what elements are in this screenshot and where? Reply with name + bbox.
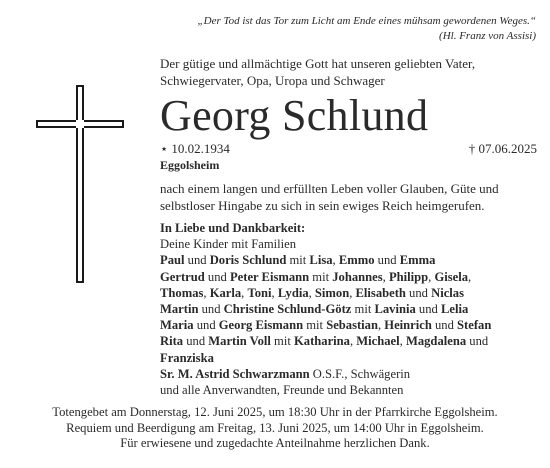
family-member-name: Paul xyxy=(160,253,185,268)
family-member-name: Katharina xyxy=(294,334,350,349)
family-connector: und xyxy=(183,334,209,349)
family-connector: , xyxy=(241,285,248,300)
family-member-name: Michael xyxy=(356,334,400,349)
family-connector: , xyxy=(349,285,356,300)
family-member-name: Karla xyxy=(209,285,242,300)
family-member-name: Emma xyxy=(399,253,436,268)
family-member-name: Lavinia xyxy=(374,302,416,317)
life-line-2: selbstloser Hingabe zu sich in sein ewiges Reich heimgerufen. xyxy=(160,198,485,213)
family-connector: mit xyxy=(351,302,375,317)
family-member-name: Lisa xyxy=(309,253,333,268)
cross-icon xyxy=(0,0,160,300)
deceased-name: Georg Schlund xyxy=(160,91,429,140)
family-member-name: Toni xyxy=(247,285,272,300)
family-connector: , xyxy=(382,269,389,284)
family-member-name: Gisela xyxy=(434,269,469,284)
family-connector: , xyxy=(399,334,406,349)
family-member-name: Philipp xyxy=(388,269,429,284)
family-member-name: Franziska xyxy=(160,350,214,365)
family-member-name: Gertrud xyxy=(160,269,205,284)
family-member-name: Heinrich xyxy=(384,318,432,333)
family-connector: und xyxy=(466,334,489,349)
family-member-name: Magdalena xyxy=(405,334,467,349)
family-member-name: Simon xyxy=(314,285,350,300)
family-member-name: Peter Eismann xyxy=(229,269,310,284)
hometown: Eggolsheim xyxy=(160,158,220,172)
death-date: † 07.06.2025 xyxy=(468,141,537,156)
intro-text xyxy=(160,55,540,89)
life-text xyxy=(160,180,540,214)
family-line xyxy=(160,285,540,301)
family-member-name: Sr. M. Astrid Schwarzmann xyxy=(160,366,310,381)
family-member-name: Sebastian xyxy=(326,318,378,333)
family-member-name: Rita xyxy=(160,334,184,349)
family-connector: und xyxy=(193,318,219,333)
family-block xyxy=(160,220,540,398)
intro-line-1: Der gütige und allmächtige Gott hat unseren geliebten Vater, xyxy=(160,56,476,71)
family-connector: , xyxy=(203,285,210,300)
family-line xyxy=(160,301,540,317)
family-line xyxy=(160,366,540,382)
family-member-name: Martin Voll xyxy=(208,334,271,349)
family-connector: mit xyxy=(286,253,310,268)
family-connector: mit xyxy=(303,318,327,333)
quote-block xyxy=(160,14,536,44)
funeral-info xyxy=(10,405,540,452)
family-connector: , xyxy=(349,334,357,349)
family-connector: und xyxy=(374,253,400,268)
family-member-name: Stefan xyxy=(457,318,492,333)
family-connector: und xyxy=(415,302,441,317)
family-connector: , xyxy=(377,318,385,333)
family-member-name: Lydia xyxy=(277,285,309,300)
family-member-name: Doris Schlund xyxy=(209,253,287,268)
family-line xyxy=(160,350,540,366)
family-member-name: Maria xyxy=(160,318,194,333)
family-connector: und xyxy=(204,269,230,284)
family-connector: O.S.F., Schwägerin xyxy=(309,366,411,381)
intro-line-2: Schwiegervater, Opa, Uropa und Schwager xyxy=(160,73,385,88)
family-connector: und xyxy=(184,253,210,268)
family-member-name: Elisabeth xyxy=(355,285,406,300)
funeral-line-3: Für erwiesene und zugedachte Anteilnahme herzlichen Dank. xyxy=(120,436,430,450)
family-connector: mit xyxy=(309,269,333,284)
funeral-line-1: Totengebet am Donnerstag, 12. Juni 2025, um 18:30 Uhr in der Pfarrkirche Eggolsheim. xyxy=(52,405,498,419)
family-connector: mit xyxy=(270,334,294,349)
family-member-name: Niclas xyxy=(431,285,464,300)
birth-date: ⋆ 10.02.1934 xyxy=(160,141,230,156)
family-member-name: Martin xyxy=(160,302,199,317)
family-line xyxy=(160,269,540,285)
life-line-1: nach einem langen und erfüllten Leben voller Glauben, Güte und xyxy=(160,181,499,196)
family-member-name: Christine Schlund-Götz xyxy=(223,302,352,317)
family-connector: , xyxy=(308,285,315,300)
family-member-name: Lelia xyxy=(440,302,469,317)
family-connector: und xyxy=(431,318,458,333)
quote-author: (Hl. Franz von Assisi) xyxy=(439,30,536,42)
family-connector: , xyxy=(271,285,278,300)
quote-text: „Der Tod ist das Tor zum Licht am Ende eines mühsam gewordenen Weges.“ xyxy=(197,15,536,27)
family-member-name: Georg Eismann xyxy=(218,318,304,333)
family-kids: Deine Kinder mit Familien xyxy=(160,237,297,252)
family-connector: und xyxy=(405,285,432,300)
family-connector: , xyxy=(428,269,435,284)
family-relatives: und alle Anverwandten, Freunde und Bekannten xyxy=(160,383,404,398)
family-heading: In Liebe und Dankbarkeit: xyxy=(160,221,306,235)
family-connector: , xyxy=(332,253,339,268)
family-member-name: Johannes xyxy=(332,269,383,284)
family-member-name: Thomas xyxy=(160,285,204,300)
family-line xyxy=(160,333,540,349)
family-connector: und xyxy=(198,302,224,317)
family-connector: , xyxy=(468,269,472,284)
family-member-name: Emmo xyxy=(338,253,375,268)
family-line xyxy=(160,252,540,268)
funeral-line-2: Requiem und Beerdigung am Freitag, 13. Juni 2025, um 14:00 Uhr in Eggolsheim. xyxy=(66,420,484,435)
family-line xyxy=(160,317,540,333)
